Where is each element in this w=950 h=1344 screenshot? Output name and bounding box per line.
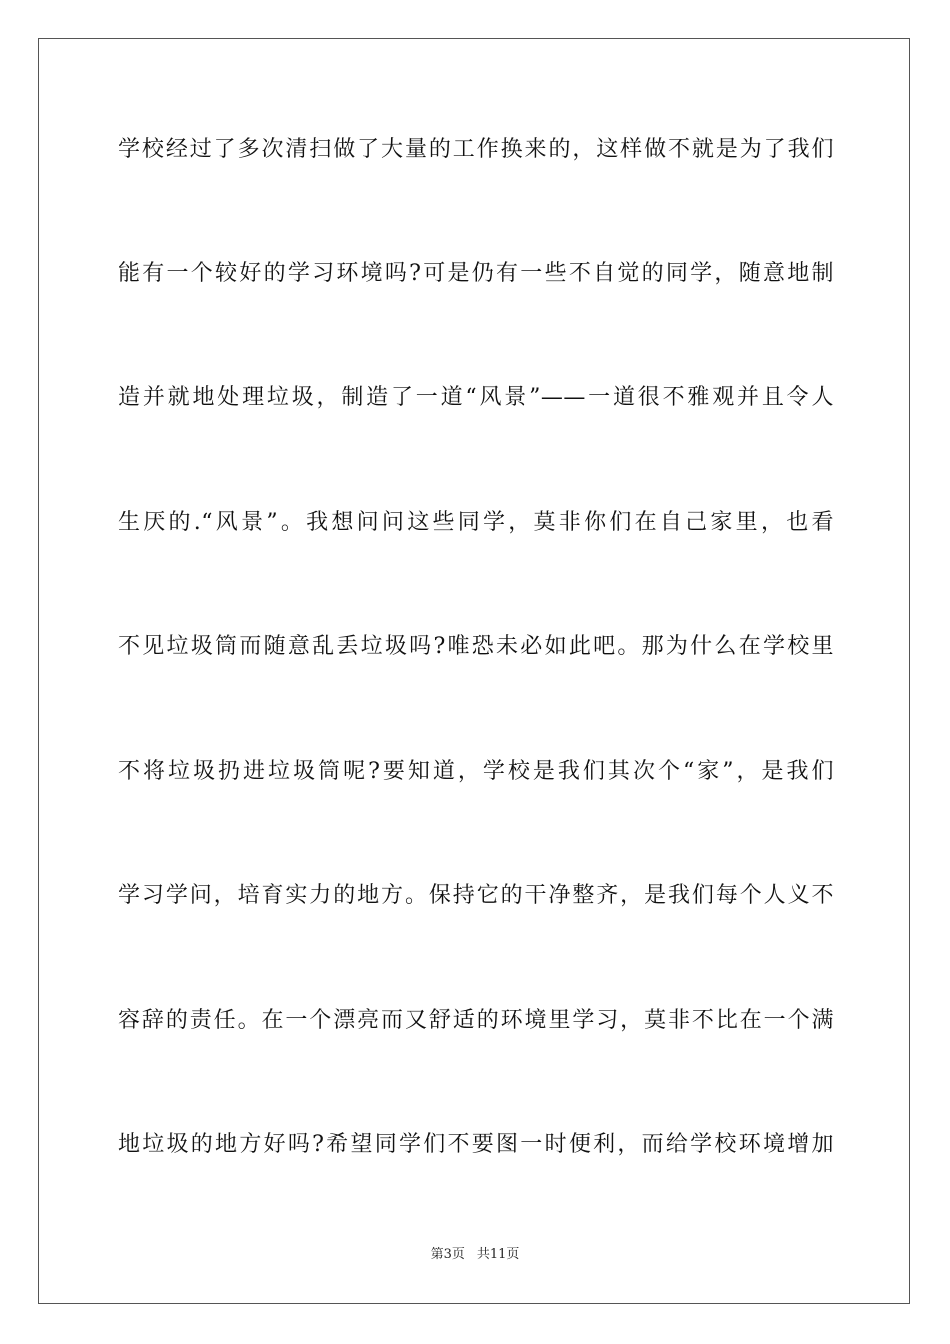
paragraph-line-5: 不见垃圾筒而随意乱丢垃圾吗?唯恐未必如此吧。那为什么在学校里 <box>118 634 834 659</box>
paragraph-line-4: 生厌的.“风景”。我想问问这些同学，莫非你们在自己家里，也看 <box>118 510 834 535</box>
paragraph-line-1: 学校经过了多次清扫做了大量的工作换来的，这样做不就是为了我们 <box>118 137 834 162</box>
paragraph-line-2: 能有一个较好的学习环境吗?可是仍有一些不自觉的同学，随意地制 <box>118 261 834 286</box>
page-border <box>38 38 910 1304</box>
paragraph-line-9: 地垃圾的地方好吗?希望同学们不要图一时便利，而给学校环境增加 <box>118 1132 834 1157</box>
page-footer <box>0 1246 950 1264</box>
paragraph-line-8: 容辞的责任。在一个漂亮而又舒适的环境里学习，莫非不比在一个满 <box>118 1008 834 1033</box>
paragraph-line-3: 造并就地处理垃圾，制造了一道“风景”——一道很不雅观并且令人 <box>118 385 834 410</box>
paragraph-line-7: 学习学问，培育实力的地方。保持它的干净整齐，是我们每个人义不 <box>118 883 834 908</box>
page-number: 第3页 <box>430 1247 465 1262</box>
paragraph-line-6: 不将垃圾扔进垃圾筒呢?要知道，学校是我们其次个“家”，是我们 <box>118 759 834 784</box>
total-pages: 共11页 <box>476 1247 520 1262</box>
